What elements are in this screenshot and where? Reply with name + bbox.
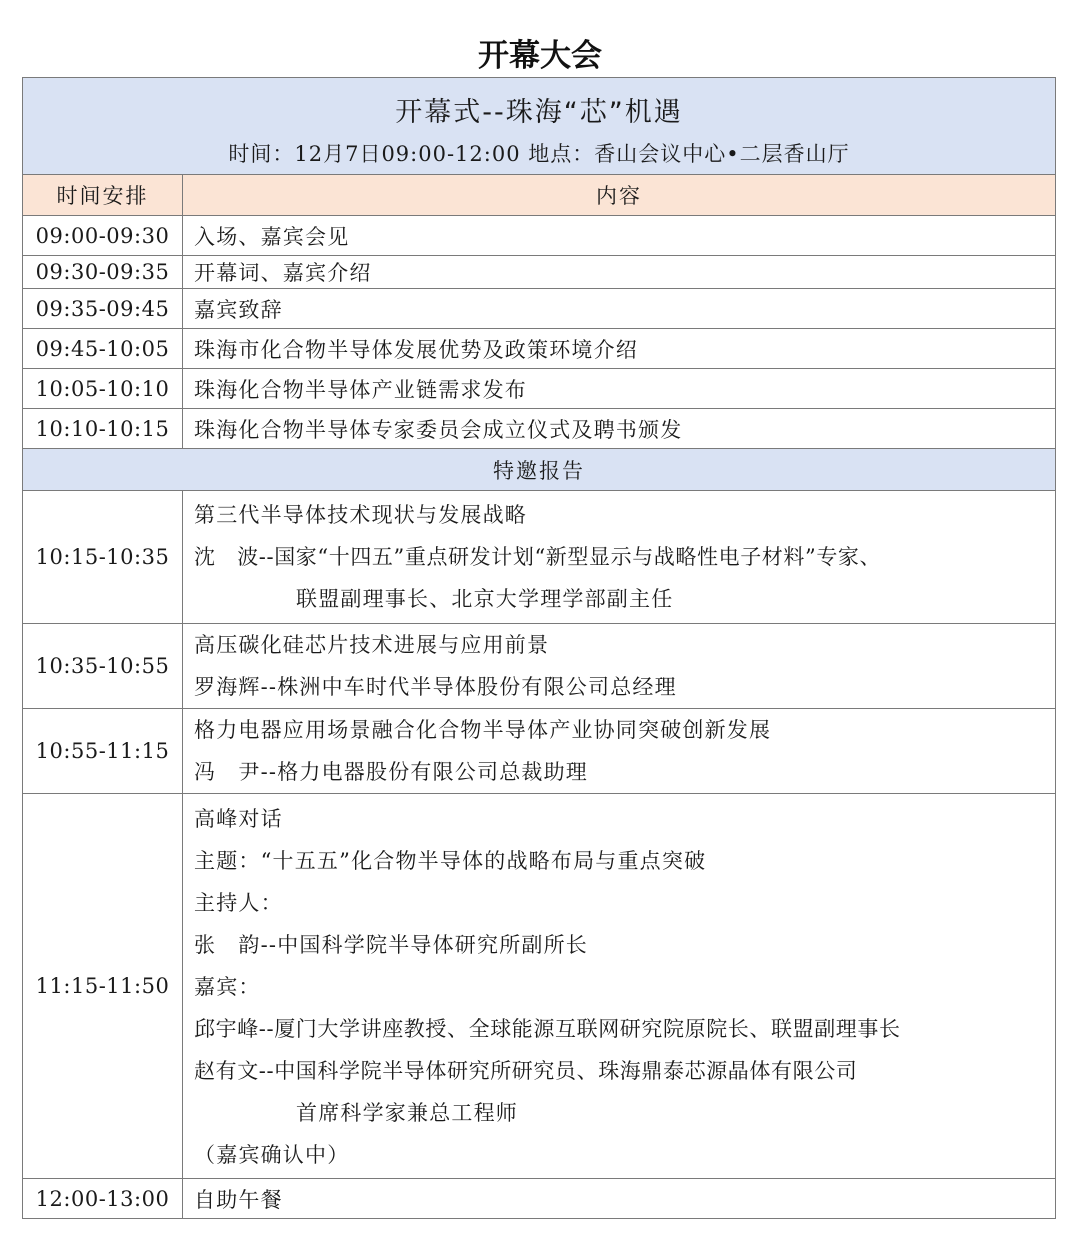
- agenda-table: [22, 77, 1056, 1219]
- guests-note: （嘉宾确认中）: [194, 1143, 350, 1167]
- banner-row: [23, 78, 1056, 175]
- table-row: [23, 409, 1056, 449]
- content-cell: 开幕词、嘉宾介绍: [183, 256, 1056, 289]
- talk-speaker: 冯 尹--格力电器股份有限公司总裁助理: [194, 760, 588, 784]
- content-cell: 入场、嘉宾会见: [183, 216, 1056, 256]
- table-row: [23, 369, 1056, 409]
- time-cell: 10:35-10:55: [23, 624, 183, 709]
- content-cell: 珠海化合物半导体专家委员会成立仪式及聘书颁发: [183, 409, 1056, 449]
- session-title: 开幕式--珠海“芯”机遇: [395, 97, 683, 128]
- section-row: [23, 449, 1056, 491]
- time-cell: 10:15-10:35: [23, 491, 183, 624]
- table-row: [23, 289, 1056, 329]
- host-label: 主持人：: [194, 891, 283, 915]
- host-name: 张 韵--中国科学院半导体研究所副所长: [194, 933, 588, 957]
- guest-item: 赵有文--中国科学院半导体研究所研究员、珠海鼎泰芯源晶体有限公司: [194, 1059, 858, 1083]
- header-content: 内容: [183, 175, 1056, 216]
- time-cell: 10:10-10:15: [23, 409, 183, 449]
- table-row: [23, 624, 1056, 709]
- dialogue-theme: 主题：“十五五”化合物半导体的战略布局与重点突破: [194, 849, 707, 873]
- content-cell: [183, 709, 1056, 794]
- guest-item-cont: 首席科学家兼总工程师: [296, 1101, 518, 1125]
- content-cell: 珠海化合物半导体产业链需求发布: [183, 369, 1056, 409]
- content-cell: [183, 491, 1056, 624]
- page-title: 开幕大会: [478, 38, 602, 74]
- header-row: [23, 175, 1056, 216]
- dialogue-title: 高峰对话: [194, 807, 283, 831]
- guests-label: 嘉宾：: [194, 975, 261, 999]
- time-cell: 09:35-09:45: [23, 289, 183, 329]
- table-row: [23, 491, 1056, 624]
- guest-item: 邱宇峰--厦门大学讲座教授、全球能源互联网研究院原院长、联盟副理事长: [194, 1017, 901, 1041]
- time-cell: 09:00-09:30: [23, 216, 183, 256]
- session-time-location: 时间：12月7日09:00-12:00 地点：香山会议中心•二层香山厅: [228, 142, 850, 166]
- table-row: [23, 709, 1056, 794]
- table-row: [23, 1179, 1056, 1219]
- time-cell: 10:05-10:10: [23, 369, 183, 409]
- talk-title: 格力电器应用场景融合化合物半导体产业协同突破创新发展: [194, 718, 772, 742]
- time-cell: 09:30-09:35: [23, 256, 183, 289]
- talk-title: 第三代半导体技术现状与发展战略: [194, 503, 527, 527]
- talk-speaker: 罗海辉--株洲中车时代半导体股份有限公司总经理: [194, 675, 677, 699]
- content-cell: 嘉宾致辞: [183, 289, 1056, 329]
- table-row: [23, 794, 1056, 1179]
- time-cell: 09:45-10:05: [23, 329, 183, 369]
- content-cell: [183, 794, 1056, 1179]
- header-time: 时间安排: [23, 175, 183, 216]
- banner-cell: [23, 78, 1056, 175]
- talk-speaker-cont: 联盟副理事长、北京大学理学部副主任: [296, 587, 674, 611]
- content-cell: [183, 624, 1056, 709]
- time-cell: 10:55-11:15: [23, 709, 183, 794]
- section-heading: 特邀报告: [23, 449, 1056, 491]
- table-row: [23, 256, 1056, 289]
- table-row: [23, 329, 1056, 369]
- content-cell: 珠海市化合物半导体发展优势及政策环境介绍: [183, 329, 1056, 369]
- table-row: [23, 216, 1056, 256]
- talk-title: 高压碳化硅芯片技术进展与应用前景: [194, 633, 550, 657]
- talk-speaker: 沈 波--国家“十四五”重点研发计划“新型显示与战略性电子材料”专家、: [194, 545, 882, 569]
- content-cell: 自助午餐: [183, 1179, 1056, 1219]
- time-cell: 11:15-11:50: [23, 794, 183, 1179]
- time-cell: 12:00-13:00: [23, 1179, 183, 1219]
